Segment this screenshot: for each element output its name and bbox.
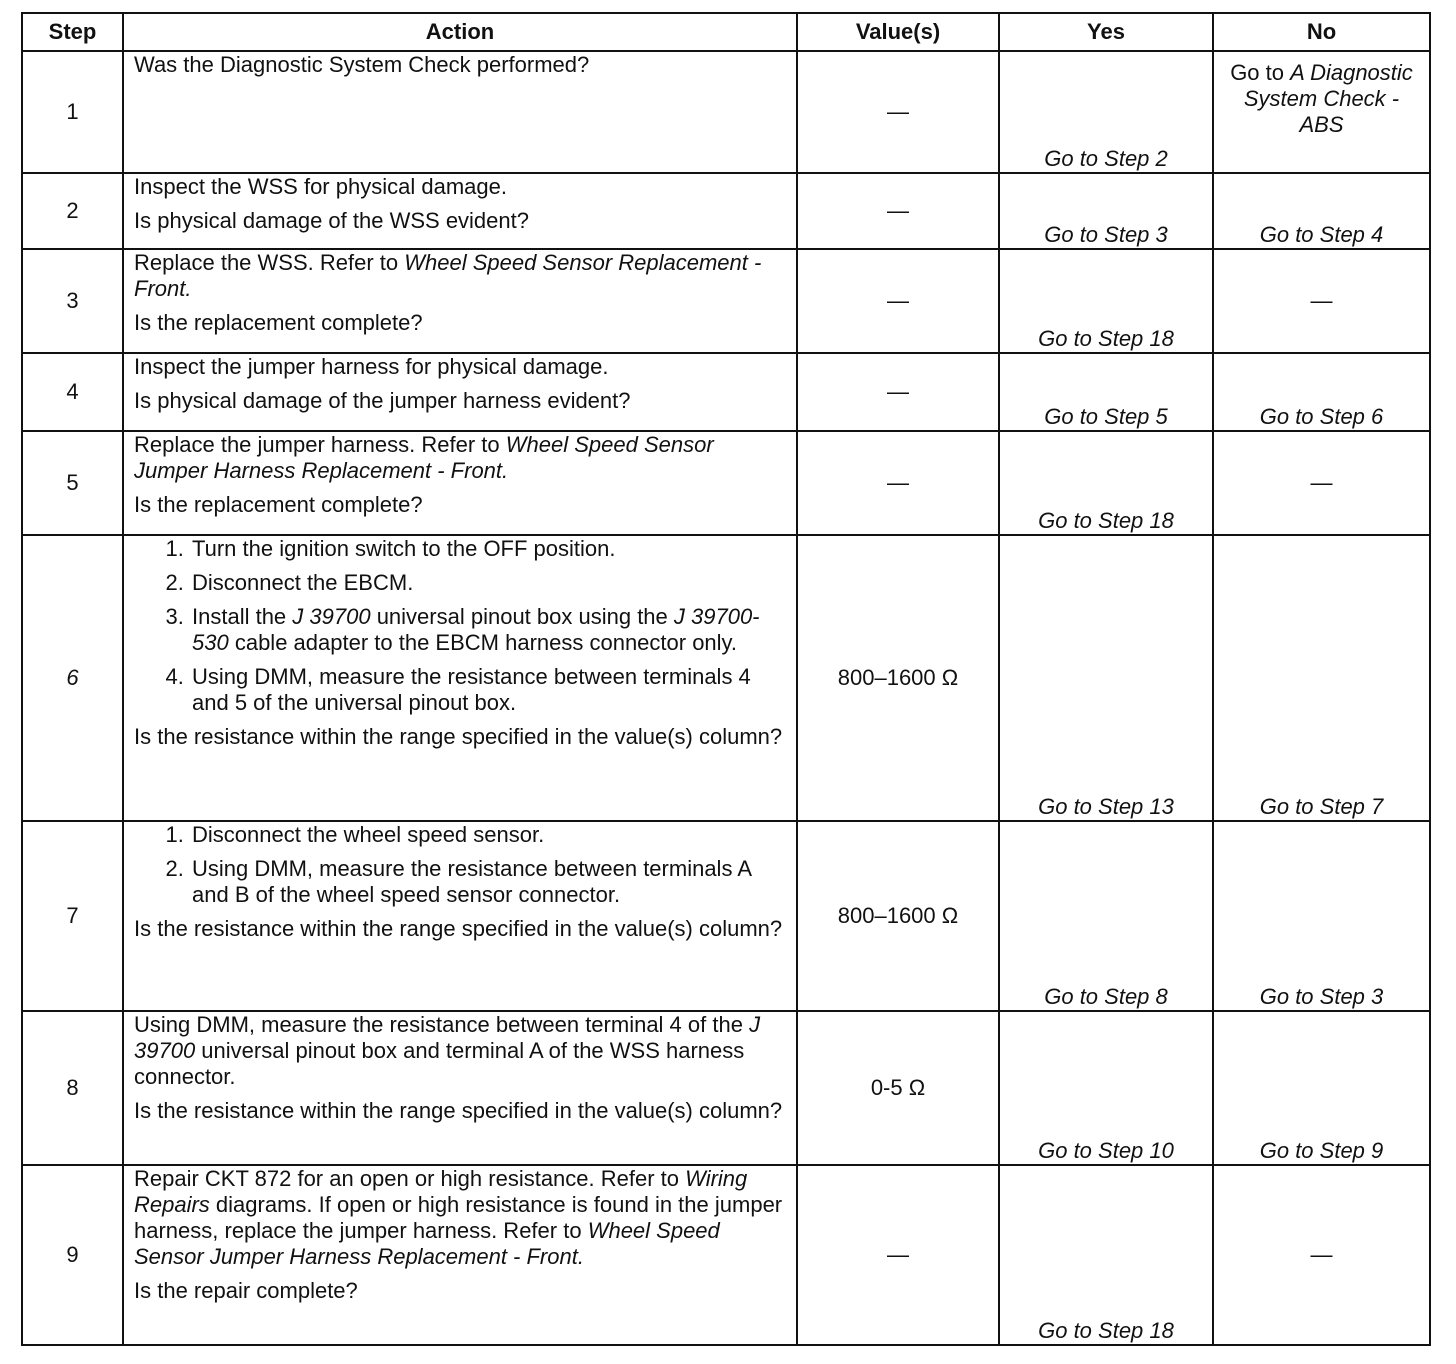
action-text	[134, 1166, 786, 1270]
reference-link: Wiring Repairs	[134, 1166, 748, 1217]
action-text-plain: Repair CKT 872 for an open or high resistance. Refer to	[134, 1166, 686, 1191]
yes-cell: Go to Step 10	[999, 1011, 1213, 1165]
action-question: Is the replacement complete?	[134, 310, 423, 335]
table-row	[22, 821, 1430, 1011]
value-cell: —	[797, 51, 999, 173]
yes-cell: Go to Step 2	[999, 51, 1213, 173]
action-text	[134, 432, 786, 484]
table-row	[22, 249, 1430, 353]
header-values: Value(s)	[797, 13, 999, 51]
table-row	[22, 535, 1430, 821]
action-question: Is the resistance within the range specified in the value(s) column?	[134, 1098, 783, 1123]
item-text: Install the	[192, 604, 293, 629]
procedure-item: 1. Disconnect the wheel speed sensor.	[190, 822, 786, 848]
header-yes: Yes	[999, 13, 1213, 51]
value-cell: —	[797, 1165, 999, 1345]
yes-cell: Go to Step 8	[999, 821, 1213, 1011]
action-text-plain: Using DMM, measure the resistance between terminal 4 of the	[134, 1012, 750, 1037]
table-row	[22, 173, 1430, 249]
header-action: Action	[123, 13, 797, 51]
action-text-plain: Replace the jumper harness. Refer to	[134, 432, 506, 457]
value-cell: —	[797, 173, 999, 249]
step-number: 5	[22, 431, 123, 535]
action-cell	[123, 431, 797, 535]
yes-cell: Go to Step 13	[999, 535, 1213, 821]
action-question: Is the resistance within the range specified in the value(s) column?	[134, 724, 783, 749]
no-cell: —	[1213, 249, 1430, 353]
no-cell: —	[1213, 431, 1430, 535]
procedure-item: 2. Disconnect the EBCM.	[190, 570, 786, 596]
action-question: Is the repair complete?	[134, 1278, 358, 1303]
step-number: 4	[22, 353, 123, 431]
step-number: 9	[22, 1165, 123, 1345]
procedure-item: 2. Using DMM, measure the resistance between terminals A and B of the wheel speed sensor connector.	[190, 856, 786, 908]
no-cell	[1213, 51, 1430, 173]
yes-cell: Go to Step 18	[999, 431, 1213, 535]
reference-link: Wheel Speed Sensor Replacement - Front.	[134, 250, 762, 301]
diagnostic-table	[21, 12, 1431, 1346]
no-cell: Go to Step 9	[1213, 1011, 1430, 1165]
action-cell	[123, 353, 797, 431]
header-row	[22, 13, 1430, 51]
action-cell	[123, 173, 797, 249]
action-text-plain: Replace the WSS. Refer to	[134, 250, 405, 275]
header-step: Step	[22, 13, 123, 51]
action-text-plain: universal pinout box and terminal A of the WSS harness connector.	[134, 1038, 745, 1089]
procedure-list	[134, 822, 786, 908]
action-text: Inspect the WSS for physical damage.	[134, 174, 507, 199]
step-number: 6	[22, 535, 123, 821]
header-no: No	[1213, 13, 1430, 51]
yes-cell: Go to Step 5	[999, 353, 1213, 431]
table-row	[22, 353, 1430, 431]
action-cell	[123, 1011, 797, 1165]
action-cell	[123, 249, 797, 353]
no-cell: Go to Step 6	[1213, 353, 1430, 431]
action-text	[134, 250, 786, 302]
step-number: 1	[22, 51, 123, 173]
step-number: 3	[22, 249, 123, 353]
table-row	[22, 1165, 1430, 1345]
item-text: universal pinout box using the	[370, 604, 674, 629]
no-prefix: Go to	[1230, 60, 1291, 85]
action-text	[134, 1012, 786, 1090]
action-question: Is the replacement complete?	[134, 492, 423, 517]
no-cell: —	[1213, 1165, 1430, 1345]
step-number: 8	[22, 1011, 123, 1165]
procedure-item	[190, 604, 786, 656]
action-question: Is physical damage of the WSS evident?	[134, 208, 529, 233]
procedure-item: 4. Using DMM, measure the resistance between terminals 4 and 5 of the universal pinout box.	[190, 664, 786, 716]
tool-ref: J 39700	[292, 604, 371, 629]
yes-cell: Go to Step 18	[999, 249, 1213, 353]
value-cell: —	[797, 431, 999, 535]
action-cell	[123, 1165, 797, 1345]
procedure-list	[134, 536, 786, 716]
reference-link: Wheel Speed Sensor Jumper Harness Replacement - Front.	[134, 432, 714, 483]
action-question: Is the resistance within the range specified in the value(s) column?	[134, 916, 783, 941]
yes-cell: Go to Step 3	[999, 173, 1213, 249]
procedure-item: 1. Turn the ignition switch to the OFF position.	[190, 536, 786, 562]
table-row	[22, 431, 1430, 535]
no-cell: Go to Step 7	[1213, 535, 1430, 821]
table-row	[22, 51, 1430, 173]
yes-cell: Go to Step 18	[999, 1165, 1213, 1345]
table-row	[22, 1011, 1430, 1165]
action-question: Is physical damage of the jumper harness evident?	[134, 388, 631, 413]
action-text-plain: diagrams. If open or high resistance is found in the jumper harness, replace the jumper harness. Refer to	[134, 1192, 783, 1243]
tool-ref: J 39700-530	[192, 604, 760, 655]
no-italic: A Diagnostic System Check - ABS	[1243, 60, 1413, 137]
reference-link: Wheel Speed Sensor Jumper Harness Replacement - Front.	[134, 1218, 720, 1269]
action-text: Inspect the jumper harness for physical damage.	[134, 354, 609, 379]
action-cell	[123, 821, 797, 1011]
item-text: cable adapter to the EBCM harness connector only.	[228, 630, 738, 655]
value-cell: —	[797, 249, 999, 353]
value-cell: —	[797, 353, 999, 431]
value-cell: 800–1600 Ω	[797, 535, 999, 821]
no-cell: Go to Step 4	[1213, 173, 1430, 249]
action-text: Was the Diagnostic System Check performed?	[134, 52, 590, 77]
action-cell	[123, 51, 797, 173]
no-cell: Go to Step 3	[1213, 821, 1430, 1011]
step-number: 7	[22, 821, 123, 1011]
action-cell	[123, 535, 797, 821]
step-number: 2	[22, 173, 123, 249]
value-cell: 800–1600 Ω	[797, 821, 999, 1011]
tool-ref: J 39700	[134, 1012, 761, 1063]
value-cell: 0-5 Ω	[797, 1011, 999, 1165]
